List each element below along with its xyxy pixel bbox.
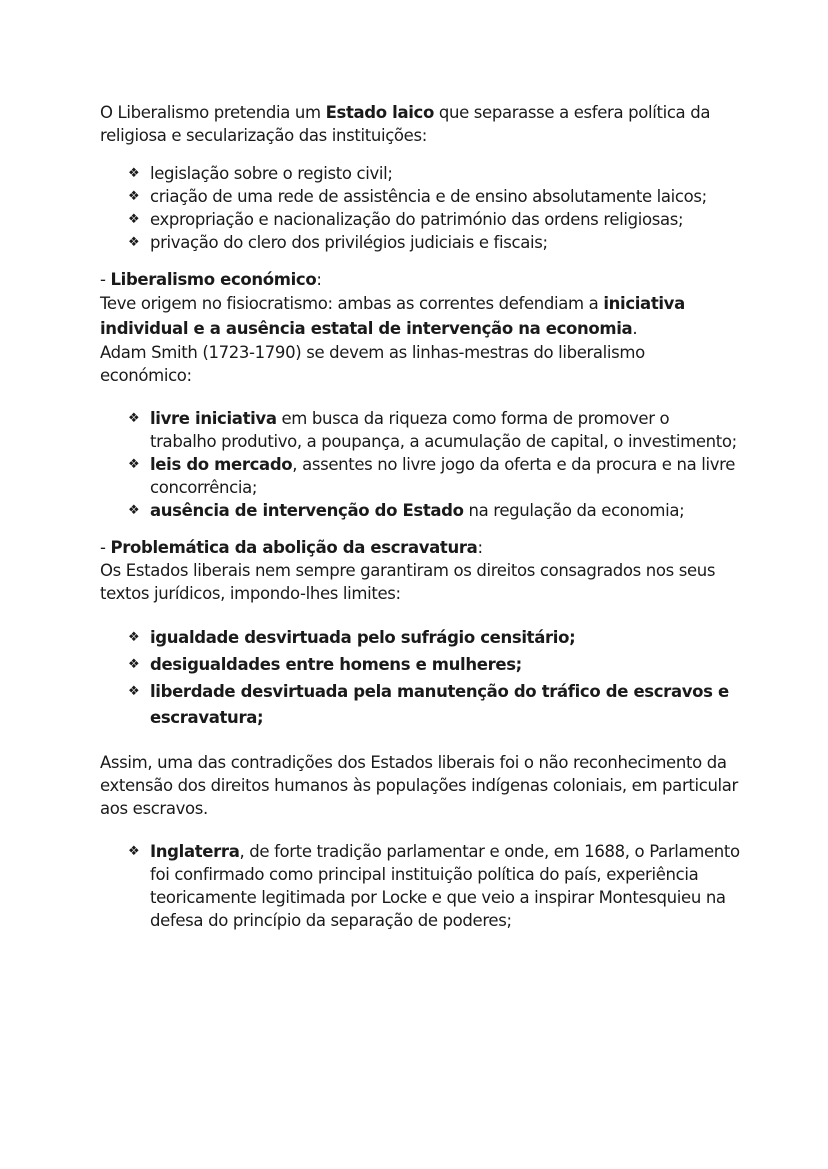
list-item: ❖ ausência de intervenção do Estado na regulação da economia;	[128, 501, 685, 520]
bullet-icon: ❖	[128, 411, 140, 426]
list-item: ❖ igualdade desvirtuada pelo sufrágio censitário;	[128, 625, 740, 651]
bullet-icon: ❖	[128, 503, 140, 518]
bullet-icon: ❖	[128, 844, 140, 859]
secular-list	[100, 162, 740, 254]
slavery-paragraph: Os Estados liberais nem sempre garantiram os direitos consagrados nos seus textos jurídicos, impondo-lhes limites:	[100, 561, 716, 603]
intro-bold-term: Estado laico	[325, 103, 434, 122]
economic-list	[100, 407, 740, 522]
document-body	[100, 101, 740, 932]
bullet-icon: ❖	[128, 166, 140, 181]
bullet-icon: ❖	[128, 630, 140, 645]
intro-paragraph: O Liberalismo pretendia um Estado laico que separasse a esfera política da religiosa e secularização das instituições:	[100, 103, 711, 145]
economic-heading: - Liberalismo económico:	[100, 270, 322, 289]
slavery-heading: - Problemática da abolição da escravatura:	[100, 538, 483, 557]
economic-paragraph: Teve origem no fisiocratismo: ambas as correntes defendiam a iniciativa individual e a ausência estatal de intervenção na economia.	[100, 294, 685, 338]
bullet-icon: ❖	[128, 189, 140, 204]
list-item: ❖ expropriação e nacionalização do património das ordens religiosas;	[128, 210, 684, 229]
bullet-icon: ❖	[128, 684, 140, 699]
england-list	[100, 840, 740, 932]
bullet-icon: ❖	[128, 457, 140, 472]
list-item: ❖ privação do clero dos privilégios judiciais e fiscais;	[128, 233, 548, 252]
bullet-icon: ❖	[128, 235, 140, 250]
bullet-icon: ❖	[128, 212, 140, 227]
list-item: ❖ livre iniciativa em busca da riqueza como forma de promover o trabalho produtivo, a poupança, a acumulação de capital, o investimento;	[128, 409, 737, 451]
list-item: ❖ Inglaterra, de forte tradição parlamentar e onde, em 1688, o Parlamento foi confirmado como principal instituição política do país, experiência teoricamente legitimada por Locke e que veio a inspirar Montesquieu na defesa do princípio da separação de poderes;	[128, 842, 740, 930]
bullet-icon: ❖	[128, 657, 140, 672]
slavery-list	[100, 625, 740, 731]
list-item: ❖ liberdade desvirtuada pela manutenção do tráfico de escravos e escravatura;	[128, 679, 740, 731]
list-item: ❖ desigualdades entre homens e mulheres;	[128, 652, 740, 678]
list-item: ❖ criação de uma rede de assistência e de ensino absolutamente laicos;	[128, 187, 707, 206]
list-item: ❖ leis do mercado, assentes no livre jogo da oferta e da procura e na livre concorrência;	[128, 455, 735, 497]
economic-paragraph-2: Adam Smith (1723-1790) se devem as linhas-mestras do liberalismo económico:	[100, 343, 645, 385]
slavery-paragraph-2: Assim, uma das contradições dos Estados liberais foi o não reconhecimento da extensão dos direitos humanos às populações indígenas coloniais, em particular aos escravos.	[100, 753, 738, 818]
list-item: ❖ legislação sobre o registo civil;	[128, 164, 393, 183]
